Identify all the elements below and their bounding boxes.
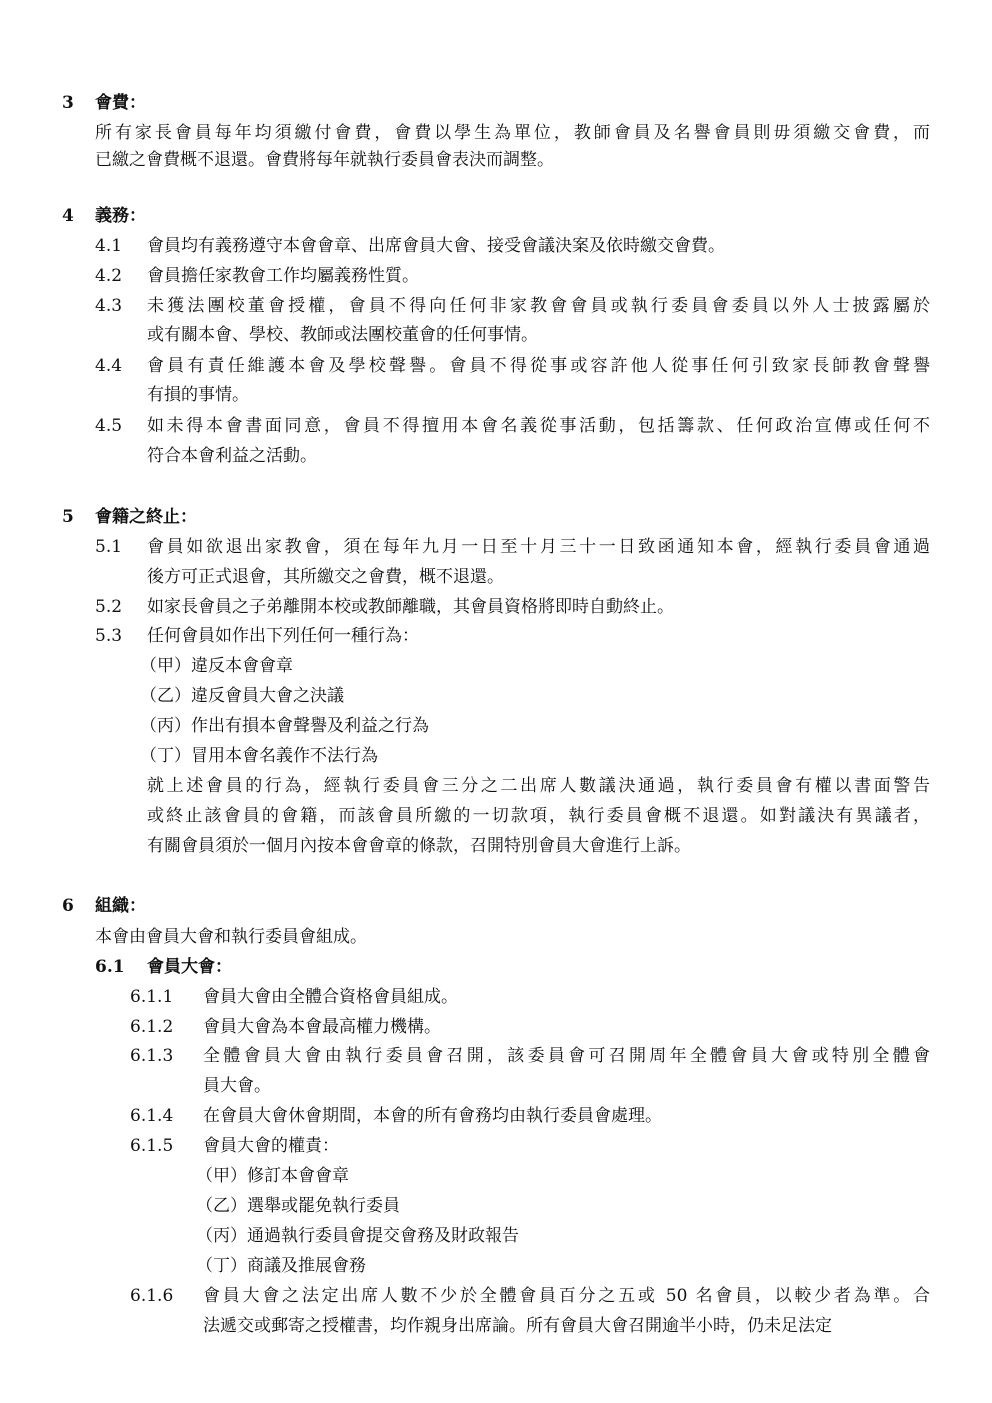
item-text: 員大會。	[203, 1076, 271, 1096]
item-text: 會員如欲退出家教會，須在每年九月一日至十月三十一日致函通知本會，經執行委員會通過	[147, 537, 930, 557]
sub-item: （甲）修訂本會會章	[196, 1166, 349, 1186]
item-text: 後方可正式退會，其所繳交之會費，概不退還。	[147, 567, 504, 587]
item-text: 任何會員如作出下列任何一種行為：	[147, 626, 419, 646]
sub-item: （甲）違反本會會章	[140, 656, 293, 676]
paragraph-line: 本會由會員大會和執行委員會組成。	[95, 927, 367, 947]
item-number: 5.3	[95, 626, 123, 646]
paragraph-line: 有關會員須於一個月內按本會會章的條款，召開特別會員大會進行上訴。	[147, 836, 691, 856]
paragraph-line: 或終止該會員的會籍，而該會員所繳的一切款項，執行委員會概不退還。如對議決有異議者，	[147, 806, 930, 826]
sub-item: （丙）作出有損本會聲譽及利益之行為	[140, 716, 429, 736]
item-text: 法遞交或郵寄之授權書，均作親身出席論。所有會員大會召開逾半小時，仍未足法定	[203, 1316, 832, 1336]
item-number: 4.2	[95, 266, 123, 286]
item-number: 6.1.5	[130, 1136, 174, 1156]
item-text: 符合本會利益之活動。	[147, 446, 317, 466]
section-title: 會費：	[95, 93, 146, 113]
section-number: 3	[62, 93, 74, 113]
item-text: 會員大會之法定出席人數不少於全體會員百分之五或 50 名會員，以較少者為準。合	[203, 1286, 930, 1306]
item-number: 6.1.1	[130, 987, 174, 1007]
item-number: 4.3	[95, 296, 123, 316]
sub-item: （乙）違反會員大會之決議	[140, 686, 344, 706]
item-text: 如家長會員之子弟離開本校或教師離職，其會員資格將即時自動終止。	[147, 597, 674, 617]
section-title: 組織：	[95, 896, 146, 916]
item-text: 如未得本會書面同意，會員不得擅用本會名義從事活動，包括籌款、任何政治宣傳或任何不	[147, 416, 930, 436]
item-text: 或有關本會、學校、教師或法團校董會的任何事情。	[147, 325, 538, 345]
item-text: 會員擔任家教會工作均屬義務性質。	[147, 266, 419, 286]
sub-item: （乙）選舉或罷免執行委員	[196, 1196, 400, 1216]
item-text: 會員有責任維護本會及學校聲譽。會員不得從事或容許他人從事任何引致家長師教會聲譽	[147, 356, 930, 376]
section-title: 義務：	[95, 206, 146, 226]
item-text: 會員大會的權責：	[203, 1136, 339, 1156]
item-number: 6.1.2	[130, 1017, 174, 1037]
subsection-title: 會員大會：	[147, 957, 232, 977]
paragraph-line: 所有家長會員每年均須繳付會費，會費以學生為單位，教師會員及名譽會員則毋須繳交會費，而	[95, 123, 930, 143]
item-number: 4.1	[95, 236, 123, 256]
item-number: 6.1.4	[130, 1106, 174, 1126]
item-text: 會員均有義務遵守本會會章、出席會員大會、接受會議決案及依時繳交會費。	[147, 236, 725, 256]
item-text: 在會員大會休會期間，本會的所有會務均由執行委員會處理。	[203, 1106, 662, 1126]
paragraph-line: 已繳之會費概不退還。會費將每年就執行委員會表決而調整。	[95, 150, 554, 170]
item-number: 5.2	[95, 597, 123, 617]
section-number: 4	[62, 206, 74, 226]
section-title: 會籍之終止：	[95, 507, 197, 527]
subsection-number: 6.1	[95, 957, 125, 977]
item-number: 4.4	[95, 356, 123, 376]
sub-item: （丁）商議及推展會務	[196, 1256, 366, 1276]
item-number: 6.1.3	[130, 1046, 174, 1066]
item-text: 全體會員大會由執行委員會召開，該委員會可召開周年全體會員大會或特別全體會	[203, 1046, 930, 1066]
section-number: 5	[62, 507, 74, 527]
item-text: 會員大會由全體合資格會員組成。	[203, 987, 458, 1007]
sub-item: （丁）冒用本會名義作不法行為	[140, 746, 378, 766]
item-text: 會員大會為本會最高權力機構。	[203, 1017, 441, 1037]
item-text: 有損的事情。	[147, 385, 249, 405]
item-text: 未獲法團校董會授權，會員不得向任何非家教會會員或執行委員會委員以外人士披露屬於	[147, 296, 930, 316]
item-number: 4.5	[95, 416, 123, 436]
item-number: 6.1.6	[130, 1286, 174, 1306]
section-number: 6	[62, 896, 74, 916]
paragraph-line: 就上述會員的行為，經執行委員會三分之二出席人數議決通過，執行委員會有權以書面警告	[147, 776, 930, 796]
item-number: 5.1	[95, 537, 123, 557]
sub-item: （丙）通過執行委員會提交會務及財政報告	[196, 1226, 519, 1246]
